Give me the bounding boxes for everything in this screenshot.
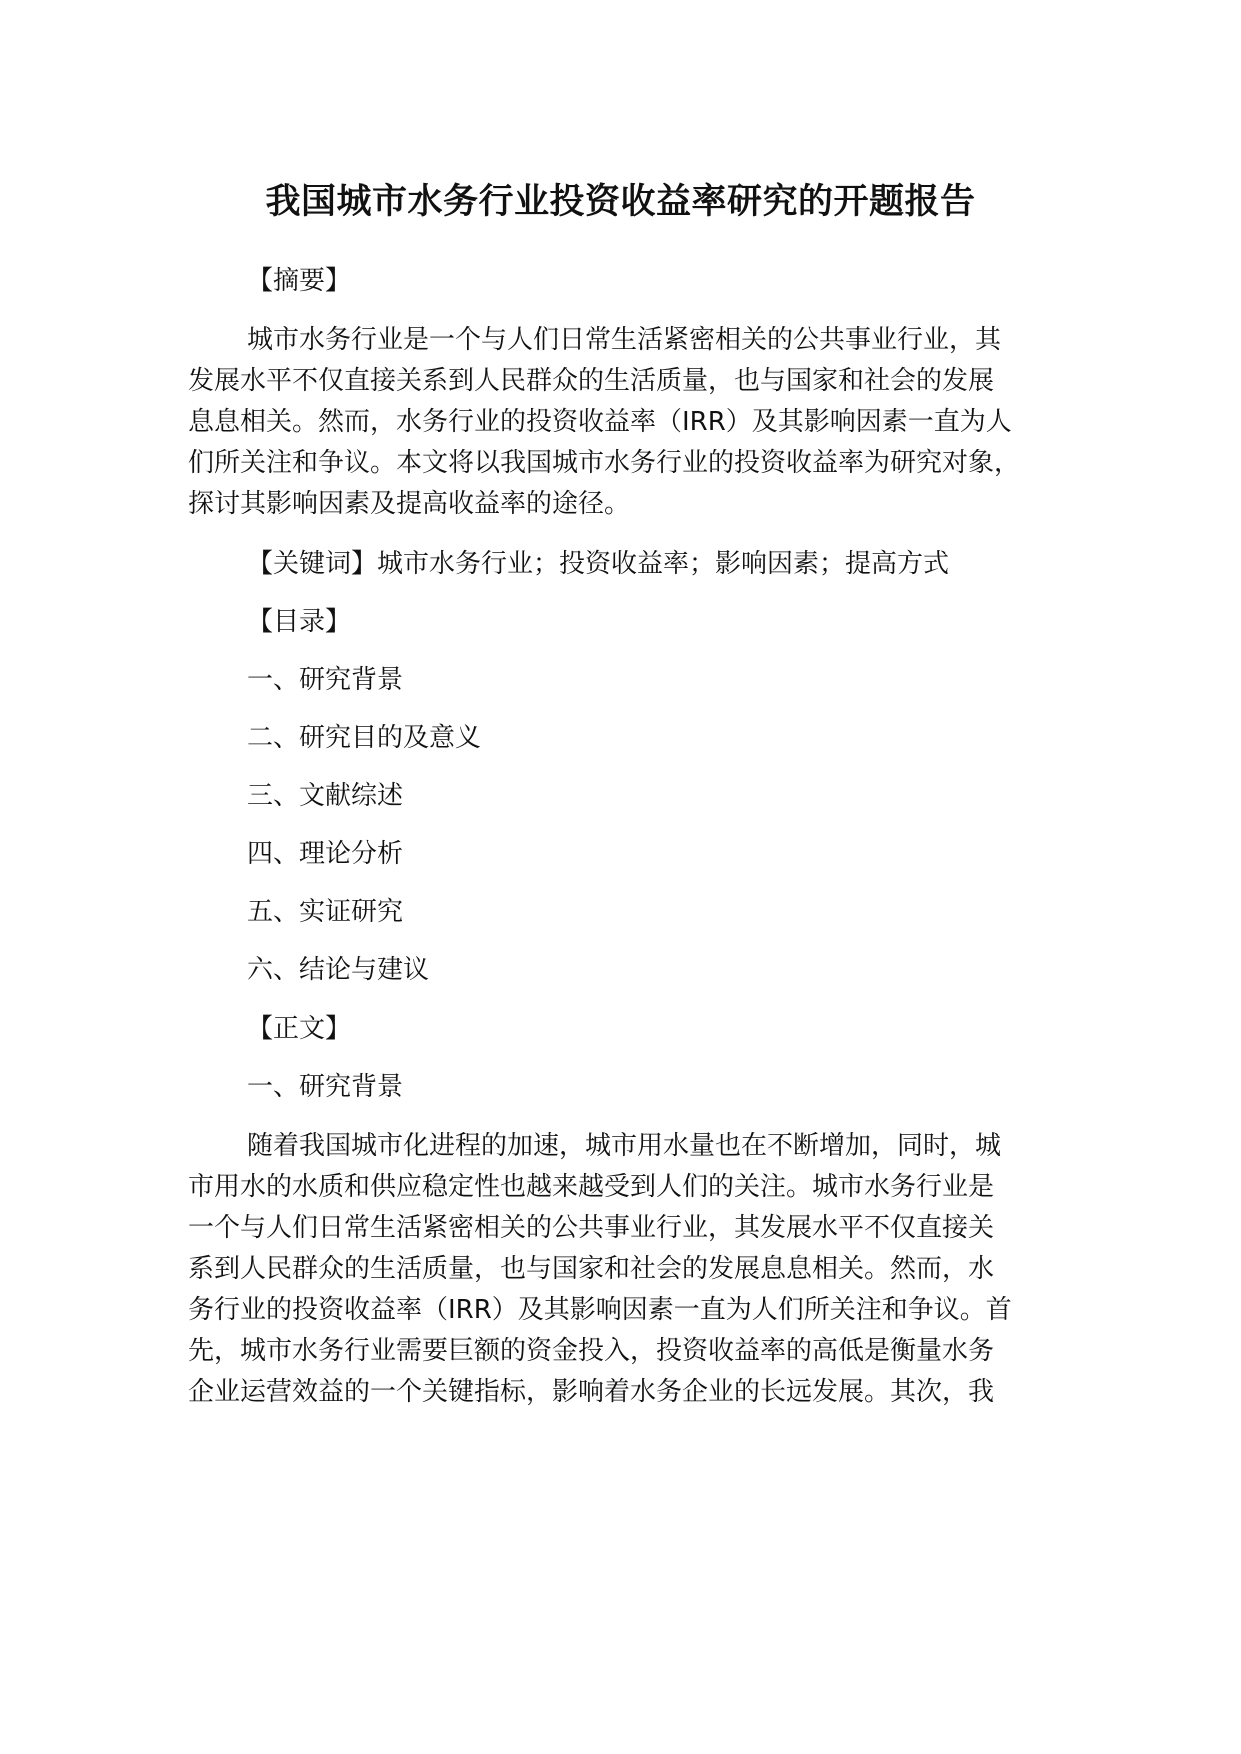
body-line: 一个与人们日常生活紧密相关的公共事业行业，其发展水平不仅直接关 [188, 1213, 995, 1243]
abstract-line: 城市水务行业是一个与人们日常生活紧密相关的公共事业行业，其 [247, 325, 1002, 355]
toc-item: 三、文献综述 [247, 781, 404, 811]
keywords-line: 【关键词】城市水务行业；投资收益率；影响因素；提高方式 [247, 549, 950, 579]
abstract-line: 息息相关。然而，水务行业的投资收益率（IRR）及其影响因素一直为人 [188, 407, 1012, 437]
body-line: 企业运营效益的一个关键指标，影响着水务企业的长远发展。其次，我 [188, 1377, 995, 1407]
toc-item: 四、理论分析 [247, 839, 404, 869]
body-line: 市用水的水质和供应稳定性也越来越受到人们的关注。城市水务行业是 [188, 1172, 995, 1202]
body-line: 随着我国城市化进程的加速，城市用水量也在不断增加，同时，城 [247, 1131, 1002, 1161]
section-heading: 一、研究背景 [247, 1072, 404, 1102]
abstract-line: 发展水平不仅直接关系到人民群众的生活质量，也与国家和社会的发展 [188, 366, 995, 396]
body-line: 务行业的投资收益率（IRR）及其影响因素一直为人们所关注和争议。首 [188, 1295, 1012, 1325]
toc-item: 一、研究背景 [247, 665, 404, 695]
abstract-line: 们所关注和争议。本文将以我国城市水务行业的投资收益率为研究对象， [188, 448, 1021, 478]
toc-item: 二、研究目的及意义 [247, 723, 482, 753]
toc-item: 五、实证研究 [247, 897, 404, 927]
toc-item: 六、结论与建议 [247, 955, 430, 985]
body-line: 先，城市水务行业需要巨额的资金投入，投资收益率的高低是衡量水务 [188, 1336, 995, 1366]
document-title: 我国城市水务行业投资收益率研究的开题报告 [265, 182, 976, 222]
abstract-line: 探讨其影响因素及提高收益率的途径。 [188, 489, 631, 519]
abstract-heading: 【摘要】 [247, 266, 352, 296]
body-heading: 【正文】 [247, 1014, 352, 1044]
body-line: 系到人民群众的生活质量，也与国家和社会的发展息息相关。然而，水 [188, 1254, 995, 1284]
toc-heading: 【目录】 [247, 607, 352, 637]
